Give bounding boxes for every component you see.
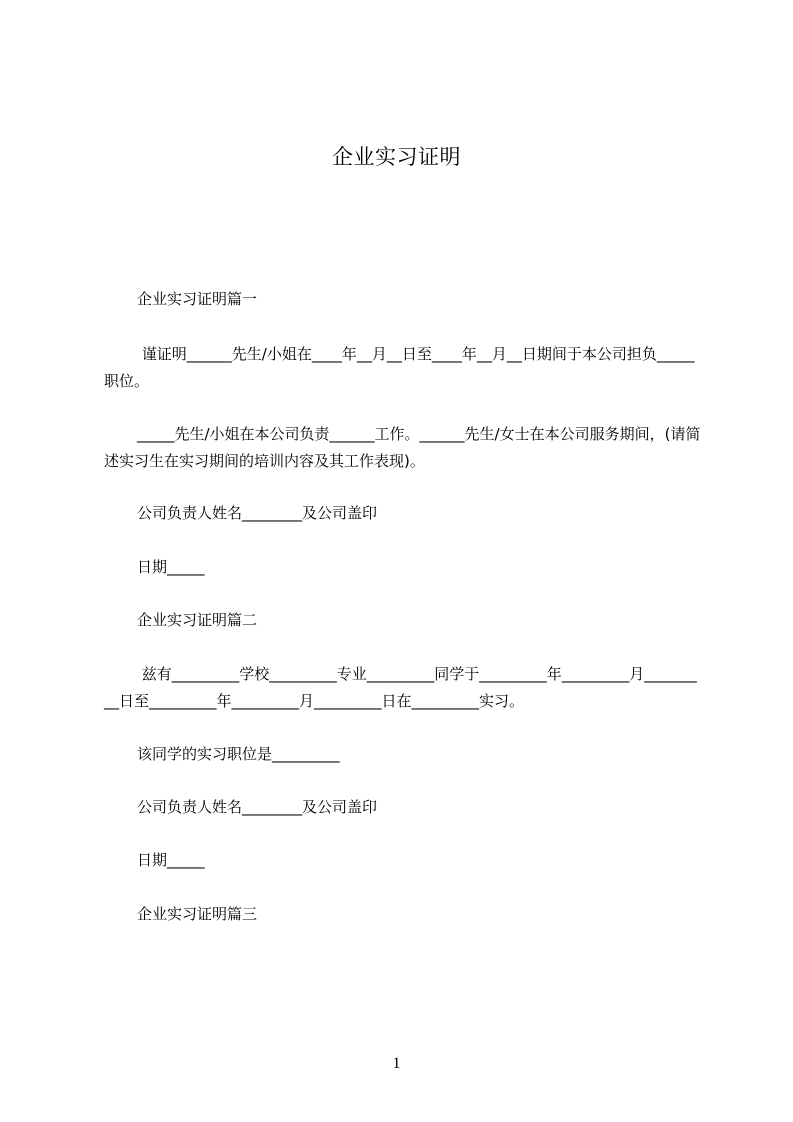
section-heading-1: 企业实习证明篇一 bbox=[137, 290, 258, 308]
page-title: 企业实习证明 bbox=[332, 145, 461, 169]
certificate-paragraph-2: 兹有_________学校_________专业_________同学于_________年_________月_________日至_________年_________月_________日在_________实习。 bbox=[104, 665, 697, 710]
page-number: 1 bbox=[392, 1055, 401, 1072]
signature-line-1: 公司负责人姓名________及公司盖印 bbox=[137, 504, 378, 522]
date-line-1: 日期_____ bbox=[137, 558, 205, 576]
section-heading-3: 企业实习证明篇三 bbox=[137, 905, 258, 923]
responsibility-paragraph: _____先生/小姐在本公司负责______工作。______先生/女士在本公司服务期间，(请简述实习生在实习期间的培训内容及其工作表现)。 bbox=[104, 425, 701, 470]
certificate-paragraph-1: 谨证明______先生/小姐在____年__月__日至____年__月__日期间于本公司担负_____职位。 bbox=[104, 345, 695, 390]
date-line-2: 日期_____ bbox=[137, 851, 205, 869]
signature-line-2: 公司负责人姓名________及公司盖印 bbox=[137, 798, 378, 816]
section-heading-2: 企业实习证明篇二 bbox=[137, 611, 258, 629]
internship-position-line: 该同学的实习职位是_________ bbox=[137, 745, 340, 763]
